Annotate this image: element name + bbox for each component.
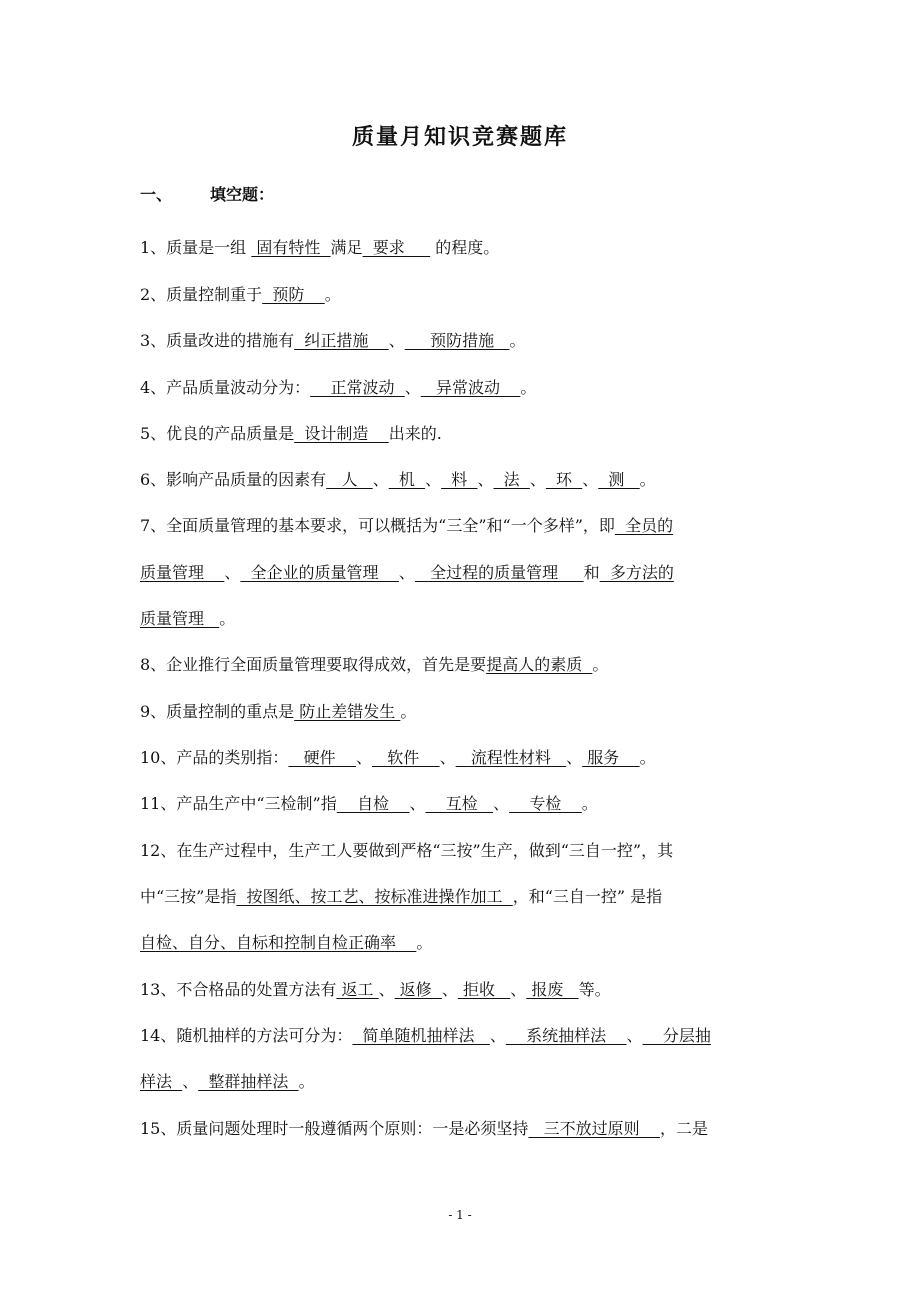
answer-blank: 料 [441, 470, 478, 489]
answer-blank: 质量管理 [140, 563, 225, 582]
section-number: 一、 [140, 185, 173, 204]
answer-blank: 要求 [362, 238, 431, 257]
question-4: 4、产品质量波动分为： 正常波动 、 异常波动 。 [140, 378, 537, 397]
answer-blank: 流程性材料 [455, 748, 567, 767]
question-9: 9、质量控制的重点是 防止差错发生 。 [140, 702, 417, 721]
answer-blank: 全企业的质量管理 [240, 563, 399, 582]
answer-blank: 预防措施 [404, 331, 510, 350]
question-8: 8、企业推行全面质量管理要取得成效，首先是要提高人的素质 。 [140, 655, 609, 674]
answer-blank: 全员的 [614, 516, 674, 535]
answer-blank: 自检、自分、自标和控制自检正确率 [140, 933, 417, 952]
section-heading [140, 182, 274, 205]
question-3: 3、质量改进的措施有 纠正措施 、 预防措施 。 [140, 331, 526, 350]
answer-blank: 人 [326, 470, 373, 489]
answer-blank: 测 [598, 470, 640, 489]
answer-blank: 机 [388, 470, 426, 489]
answer-blank: 按图纸、按工艺、按标准进操作加工 [236, 887, 513, 906]
answer-blank: 返工 [336, 980, 379, 999]
answer-blank: 互检 [425, 794, 494, 813]
question-1: 1、质量是一组 固有特性 满足 要求 的程度。 [140, 238, 500, 257]
question-14-line-1: 14、随机抽样的方法可分为： 简单随机抽样法 、 系统抽样法 、 分层抽 [140, 1026, 711, 1045]
answer-blank: 设计制造 [294, 424, 389, 443]
question-7-line-1: 7、全面质量管理的基本要求，可以概括为“三全”和“一个多样”，即 全员的 [140, 516, 674, 535]
answer-blank: 服务 [582, 748, 640, 767]
page-title: 质量月知识竞赛题库 [351, 124, 568, 150]
answer-blank: 固有特性 [251, 238, 331, 257]
answer-blank: 自检 [336, 794, 410, 813]
answer-blank: 多方法的 [599, 563, 674, 582]
answer-blank: 硬件 [288, 748, 356, 767]
question-6: 6、影响产品质量的因素有 人 、 机 、 料 、 法 、 环 、 测 。 [140, 470, 656, 489]
answer-blank: 返修 [394, 980, 442, 999]
question-7-line-2: 质量管理 、 全企业的质量管理 、 全过程的质量管理 和 多方法的 [140, 563, 674, 582]
question-15: 15、质量问题处理时一般遵循两个原则：一是必须坚持 三不放过原则 ，二是 [140, 1119, 708, 1138]
section-label: 填空题： [210, 185, 275, 204]
answer-blank: 预防 [262, 285, 325, 304]
answer-blank: 专检 [509, 794, 582, 813]
answer-blank: 三不放过原则 [528, 1119, 660, 1138]
question-14-line-2: 样法 、 整群抽样法 。 [140, 1072, 315, 1091]
answer-blank: 环 [545, 470, 583, 489]
question-10: 10、产品的类别指： 硬件 、 软件 、 流程性材料 、 服务 。 [140, 748, 656, 767]
question-7-line-3: 质量管理 。 [140, 609, 236, 628]
answer-blank: 质量管理 [140, 609, 220, 628]
answer-blank: 简单随机抽样法 [352, 1026, 490, 1045]
answer-blank: 法 [493, 470, 530, 489]
answer-blank: 防止差错发生 [294, 702, 401, 721]
answer-blank: 提高人的素质 [486, 655, 593, 674]
answer-blank: 全过程的质量管理 [414, 563, 584, 582]
answer-blank: 整群抽样法 [198, 1072, 299, 1091]
answer-blank: 异常波动 [420, 378, 521, 397]
answer-blank: 纠正措施 [294, 331, 389, 350]
question-11: 11、产品生产中“三检制”指 自检 、 互检 、 专检 。 [140, 794, 598, 813]
question-5: 5、优良的产品质量是 设计制造 出来的. [140, 424, 442, 443]
answer-blank: 分层抽 [642, 1026, 711, 1045]
question-12-line-2: 中“三按”是指 按图纸、按工艺、按标准进操作加工 ，和“三自一控” 是指 [140, 887, 663, 906]
answer-blank: 拒收 [457, 980, 511, 999]
page-number: - 1 - [448, 1208, 472, 1222]
answer-blank: 正常波动 [310, 378, 405, 397]
answer-blank: 软件 [372, 748, 440, 767]
question-2: 2、质量控制重于 预防 。 [140, 285, 341, 304]
answer-blank: 系统抽样法 [505, 1026, 627, 1045]
answer-blank: 样法 [140, 1072, 183, 1091]
question-13: 13、不合格品的处置方法有 返工 、 返修 、 拒收 、 报废 等。 [140, 980, 611, 999]
question-12-line-3: 自检、自分、自标和控制自检正确率 。 [140, 933, 433, 952]
answer-blank: 报废 [526, 980, 579, 999]
question-12-line-1: 12、在生产过程中，生产工人要做到严格“三按”生产，做到“三自一控”，其 [140, 841, 674, 860]
